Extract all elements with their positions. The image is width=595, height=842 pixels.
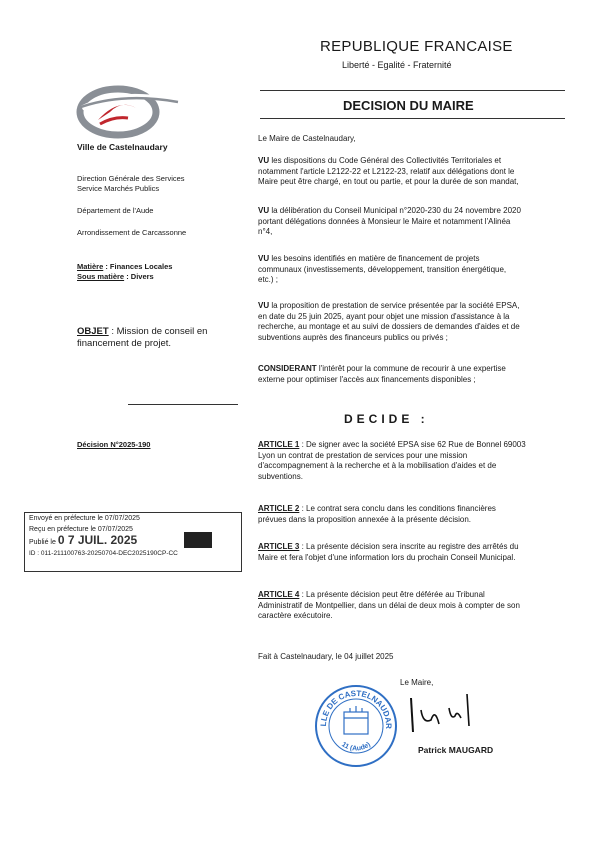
decision-number: Décision N°2025-190 — [77, 440, 151, 449]
preamble-vu-1: VU les dispositions du Code Général des Collectivités Territoriales et notamment l'article L2122-22 et L2122-23, relatif aux délégations dont le Maire peut être chargé, en tout ou partie, et pour la durée de son mandat, — [258, 156, 519, 186]
article-1: ARTICLE 1 : De signer avec la société EPSA sise 62 Rue de Bonnel 69003 Lyon un contrat de prestation de services pour une mission d'accompagnement à la recherche et à la mobilisation d'aides et de subventions. — [258, 440, 526, 481]
preamble-vu-4: VU la proposition de prestation de service présentée par la société EPSA, en date du 25 juin 2025, ayant pour objet une mission d'assistance à la recherche, au montage et au suivi de dossiers de demandes d'aides et de subventions auprès des financeurs publics ou privés ; — [258, 301, 520, 342]
municipal-seal — [314, 684, 398, 768]
svg-text:VILLE DE CASTELNAUDARY — [314, 684, 393, 729]
mayor-name: Patrick MAUGARD — [418, 745, 494, 755]
title-top-rule — [260, 90, 565, 91]
mayor-signature — [405, 690, 475, 736]
preamble-intro: Le Maire de Castelnaudary, — [258, 134, 356, 143]
decide-heading: DECIDE : — [344, 412, 429, 426]
preamble-vu-3: VU les besoins identifiés en matière de financement de projets communaux (investissements, développement, transition énergétique, etc.) ; — [258, 254, 507, 284]
sidebar-arrondissement: Arrondissement de Carcassonne — [77, 228, 187, 237]
article-3: ARTICLE 3 : La présente décision sera inscrite au registre des arrêtés du Maire et fera l'objet d'une information lors du prochain Conseil Municipal. — [258, 542, 519, 562]
sidebar-matiere: Matière : Finances Locales Sous matière : Divers — [77, 262, 173, 281]
seal-sub: 11 (Aude) — [340, 741, 372, 753]
prefecture-badge — [184, 532, 212, 548]
prefecture-stamp: Envoyé en préfecture le 07/07/2025 Reçu en préfecture le 07/07/2025 Publié le 0 7 JUIL. 2025 ID : 011-211100763-20250704-DEC2025190CP-CC — [24, 512, 242, 572]
sidebar-divider — [128, 404, 238, 405]
republic-heading: REPUBLIQUE FRANCAISE — [320, 38, 513, 55]
article-2: ARTICLE 2 : Le contrat sera conclu dans les conditions financières prévues dans la proposition annexée à la présente décision. — [258, 504, 496, 524]
preamble-considerant: CONSIDERANT l'intérêt pour la commune de recourir à une expertise externe pour optimiser l'accès aux financements disponibles ; — [258, 364, 506, 384]
republic-motto: Liberté - Egalité - Fraternité — [342, 60, 452, 70]
town-logo — [70, 78, 185, 140]
mayor-role: Le Maire, — [400, 678, 434, 687]
decision-title: DECISION DU MAIRE — [343, 98, 474, 113]
sidebar-direction: Direction Générale des Services Service Marchés Publics — [77, 174, 185, 193]
town-name: Ville de Castelnaudary — [77, 142, 168, 152]
preamble-vu-2: VU la délibération du Conseil Municipal n°2020-230 du 24 novembre 2020 portant délégations données à Monsieur le Maire et notamment l'Alinéa n°4, — [258, 206, 521, 236]
sidebar-objet: OBJET : Mission de conseil en financement de projet. — [77, 326, 208, 349]
seal-text: LLE DE CASTELNAUDAR — [318, 688, 394, 729]
article-4: ARTICLE 4 : La présente décision peut être déférée au Tribunal Administratif de Montpellier, dans un délai de deux mois à compter de son caractère exécutoire. — [258, 590, 520, 620]
sidebar-department: Département de l'Aude — [77, 206, 154, 215]
title-bottom-rule — [260, 118, 565, 119]
place-date: Fait à Castelnaudary, le 04 juillet 2025 — [258, 652, 394, 661]
